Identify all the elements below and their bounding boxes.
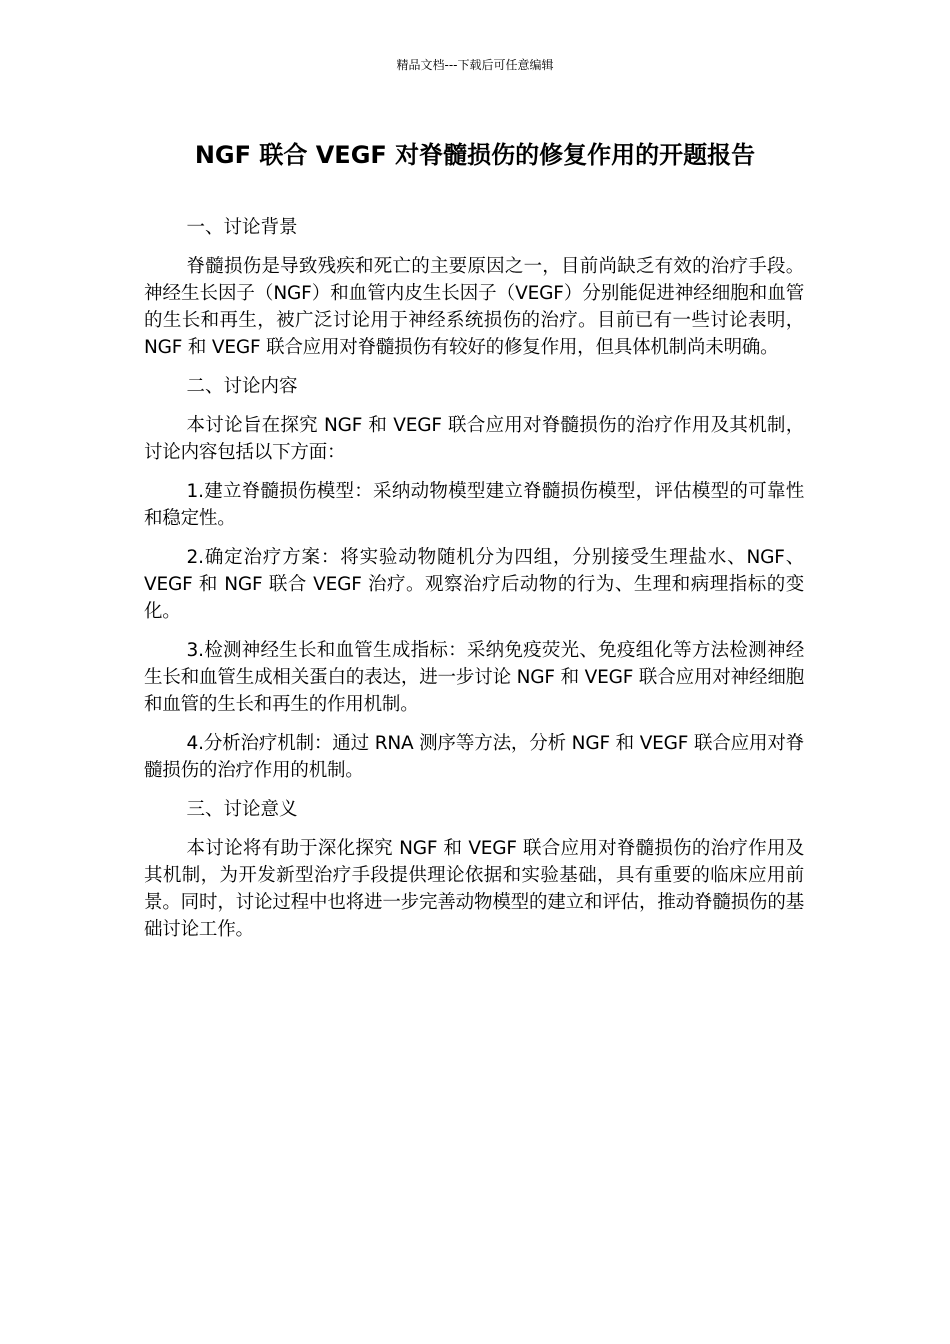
section-heading-significance: 三、讨论意义 xyxy=(186,799,298,820)
paragraph-content-item-1: 1.建立脊髓损伤模型：采纳动物模型建立脊髓损伤模型，评估模型的可靠性和稳定性。 xyxy=(144,481,804,529)
paragraph-content-intro: 本讨论旨在探究 NGF 和 VEGF 联合应用对脊髓损伤的治疗作用及其机制，讨论内容包括以下方面： xyxy=(144,415,804,463)
section-heading-background: 一、讨论背景 xyxy=(186,217,298,238)
paragraph-significance: 本讨论将有助于深化探究 NGF 和 VEGF 联合应用对脊髓损伤的治疗作用及其机制，为开发新型治疗手段提供理论依据和实验基础，具有重要的临床应用前景。同时，讨论过程中也将进一步完善动物模型的建立和评估，推动脊髓损伤的基础讨论工作。 xyxy=(144,838,804,940)
section-heading-content: 二、讨论内容 xyxy=(186,376,298,397)
document-title: NGF 联合 VEGF 对脊髓损伤的修复作用的开题报告 xyxy=(194,141,756,169)
paragraph-content-item-2: 2.确定治疗方案：将实验动物随机分为四组，分别接受生理盐水、NGF、VEGF 和 NGF 联合 VEGF 治疗。观察治疗后动物的行为、生理和病理指标的变化。 xyxy=(144,547,804,622)
paragraph-background: 脊髓损伤是导致残疾和死亡的主要原因之一，目前尚缺乏有效的治疗手段。神经生长因子（NGF）和血管内皮生长因子（VEGF）分别能促进神经细胞和血管的生长和再生，被广泛讨论用于神经系统损伤的治疗。目前已有一些讨论表明，NGF 和 VEGF 联合应用对脊髓损伤有较好的修复作用，但具体机制尚未明确。 xyxy=(144,256,804,358)
document-body xyxy=(144,214,804,955)
header-note: 精品文档---下载后可任意编辑 xyxy=(396,58,554,72)
paragraph-content-item-3: 3.检测神经生长和血管生成指标：采纳免疫荧光、免疫组化等方法检测神经生长和血管生成相关蛋白的表达，进一步讨论 NGF 和 VEGF 联合应用对神经细胞和血管的生长和再生的作用机制。 xyxy=(144,640,804,715)
paragraph-content-item-4: 4.分析治疗机制：通过 RNA 测序等方法，分析 NGF 和 VEGF 联合应用对脊髓损伤的治疗作用的机制。 xyxy=(144,733,804,781)
